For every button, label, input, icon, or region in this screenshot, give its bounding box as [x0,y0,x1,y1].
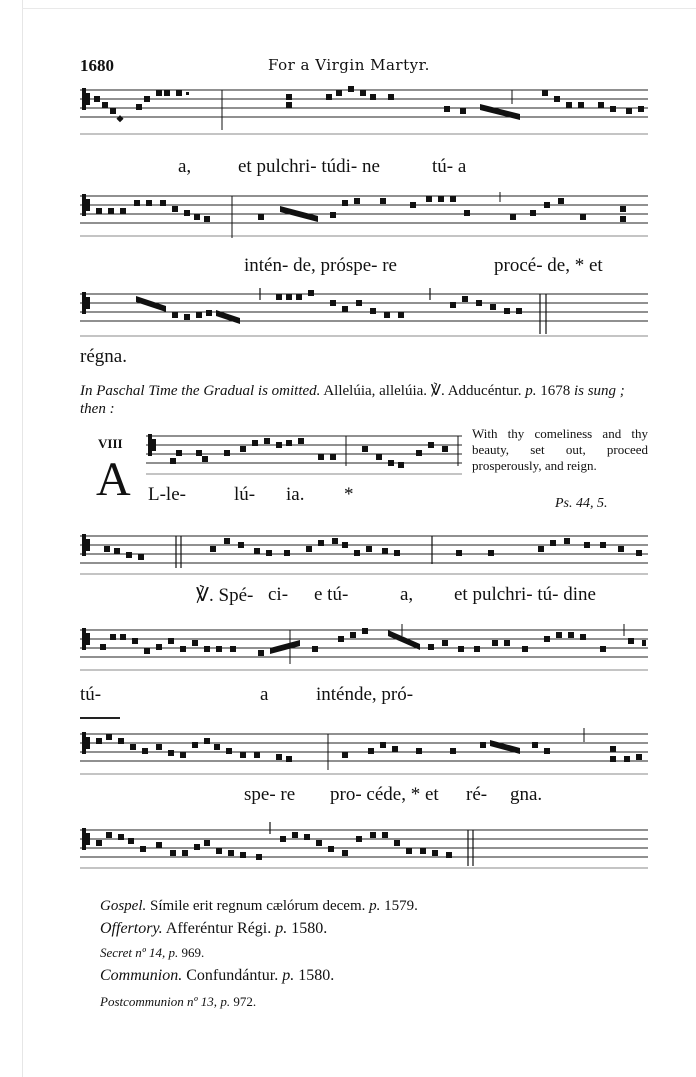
staff-lines [80,818,648,872]
lyric-7-1: spe- re [244,784,296,805]
lyric-5-1: ℣. Spé- [196,585,254,606]
lyric-7-4: gna. [510,784,543,805]
staff-lines [80,716,648,778]
lyric-4-2: lú- [234,484,256,505]
gospel-text: Símile erit regnum cælórum decem. [146,898,370,914]
chant-staff-4 [146,428,462,478]
offertory-page: 1580. [287,920,328,937]
mode-number: VIII [98,436,123,451]
lyric-2-1: intén- de, próspe- re [244,255,397,276]
chant-staff-1 [80,82,648,142]
staff-lines [80,82,648,142]
translation-reference: Ps. 44, 5. [555,496,608,511]
gospel-line [100,898,418,915]
lyric-4-3: ia. [286,484,305,505]
postcommunion-p: p. [220,994,231,1009]
communion-text: Confundántur. [182,967,283,984]
offertory-label: Offertory. [100,920,163,937]
staff-lines [80,188,648,242]
lyric-6-2: a [260,684,269,705]
secret-page: 969. [178,945,205,960]
page-edge-top [22,8,696,9]
lyric-7-2: pro- céde, * et [330,784,439,805]
page-number: 1680 [80,56,114,75]
offertory-text: Afferéntur Régi. [162,920,276,937]
lyric-5-2: ci- [268,584,289,605]
chant-staff-5 [80,528,648,578]
communion-p: p. [282,967,295,984]
lyric-1-2: et pulchri- túdi- ne [238,156,380,177]
chant-staff-6 [80,622,648,674]
lyric-6-3: inténde, pró- [316,684,414,705]
paschal-rubric [80,382,650,418]
postcommunion-line [100,994,256,1010]
staff-lines [146,428,462,478]
offertory-line [100,920,327,938]
secret-label: Secret nº 14, [100,945,166,960]
running-title: For a Virgin Martyr. [268,56,430,74]
secret-line [100,945,204,961]
lyric-7-3: ré- [466,784,488,805]
lyric-3-1: régna. [80,346,127,367]
gospel-p: p. [369,898,381,914]
lyric-1-1: a, [178,156,192,177]
lyric-4-4: * [344,484,354,505]
lyric-1-3: tú- a [432,156,467,177]
page-edge-left [22,0,23,1077]
rubric-roman-2: 1678 [536,383,574,399]
chant-staff-7 [80,716,648,778]
communion-label: Communion. [100,967,183,984]
initial-letter: A [96,453,131,506]
chant-staff-3 [80,286,648,338]
lyric-6-1: tú- [80,684,102,705]
rubric-italic-2: p. [525,383,537,399]
lyric-5-5: et pulchri- tú- dine [454,584,596,605]
rubric-roman-1: Allelúia, allelúia. ℣. Adducéntur. [320,383,526,399]
lyric-5-4: a, [400,584,414,605]
staff-lines [80,528,648,578]
communion-line [100,967,334,985]
offertory-p: p. [275,920,288,937]
staff-lines [80,622,648,674]
postcommunion-label: Postcommunion nº 13, [100,994,218,1009]
gospel-label: Gospel. [100,898,147,914]
rubric-italic-3: is sung ; then : [80,383,625,417]
chant-staff-2 [80,188,648,242]
secret-p: p. [168,945,179,960]
lyric-2-2: procé- de, * et [494,255,603,276]
lyric-5-3: e tú- [314,584,349,605]
translation-text: With thy comeliness and thy beauty, set out, proceed prosperously, and reign. [472,426,648,473]
gospel-page: 1579. [380,898,418,914]
lyric-4-1: L-le- [148,484,186,505]
communion-page: 1580. [294,967,335,984]
postcommunion-page: 972. [230,994,257,1009]
rubric-italic-1: In Paschal Time the Gradual is omitted. [80,383,321,399]
chant-staff-8 [80,818,648,872]
staff-lines [80,286,648,338]
